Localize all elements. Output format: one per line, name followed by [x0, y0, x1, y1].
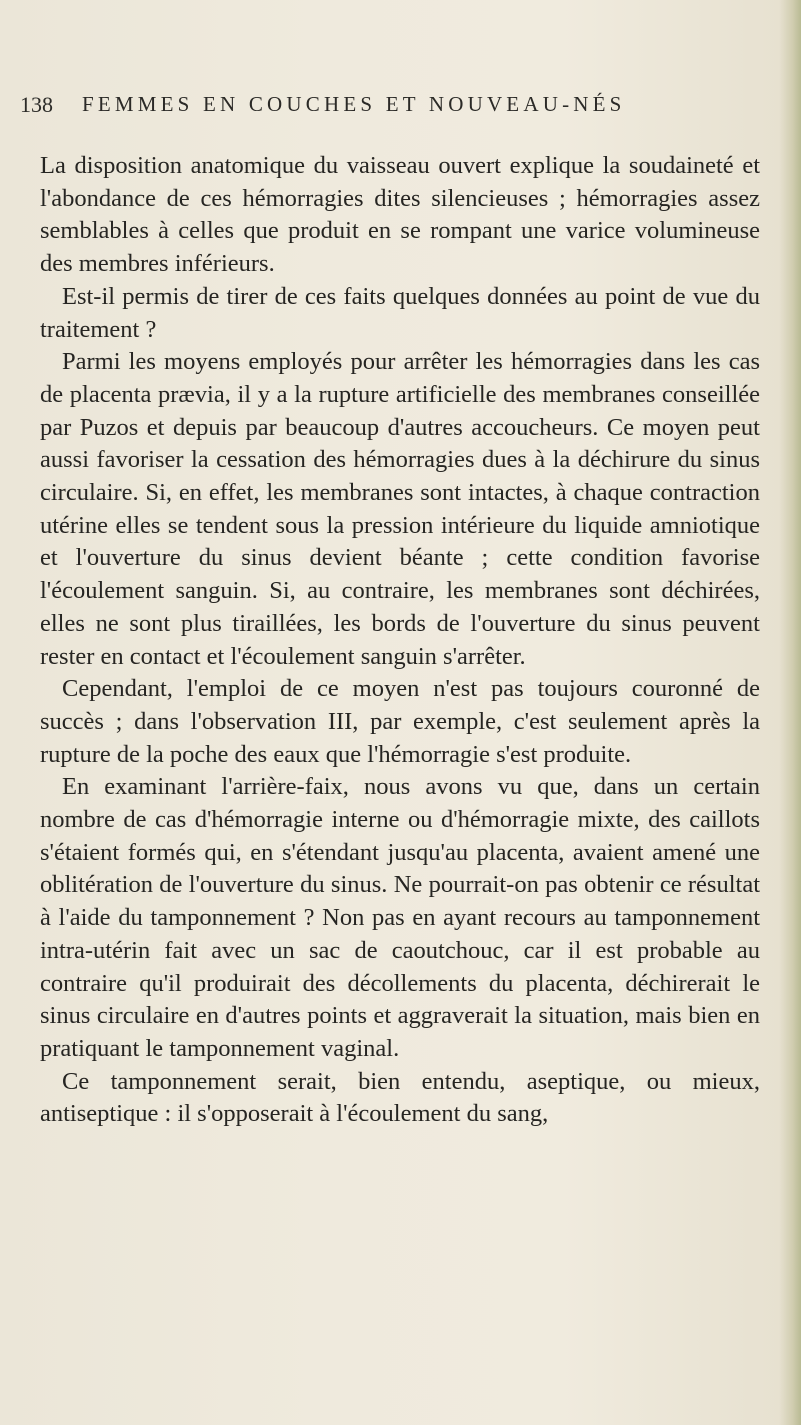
page-number: 138	[20, 92, 53, 117]
paragraph: La disposition anatomique du vaisseau ouvert explique la soudaineté et l'abondance de ces hémorragies dites silencieuses ; hémorragies assez semblables à celles que produit en se rompant une varice volumineuse des membres inférieurs.	[40, 152, 760, 278]
paragraph: Parmi les moyens employés pour arrêter les hémorragies dans les cas de placenta prævia, il y a la rupture artificielle des membranes conseillée par Puzos et depuis par beaucoup d'autres accoucheurs. Ce moyen peut aussi favoriser la cessation des hémorragies dues à la déchirure du sinus circulaire. Si, en effet, les membranes sont intactes, à chaque contraction utérine elles se tendent sous la pression intérieure du liquide amniotique et l'ouverture du sinus devient béante ; cette condition favorise l'écoulement sanguin. Si, au contraire, les membranes sont déchirées, elles ne sont plus tiraillées, les bords de l'ouverture du sinus peuvent rester en contact et l'écoulement sanguin s'arrêter.	[40, 348, 760, 670]
paragraph: En examinant l'arrière-faix, nous avons vu que, dans un certain nombre de cas d'hémorragie interne ou d'hémorragie mixte, des caillots s'étaient formés qui, en s'étendant jusqu'au placenta, avaient amené une oblitération de l'ouverture du sinus. Ne pourrait-on pas obtenir ce résultat à l'aide du tamponnement ? Non pas en ayant recours au tamponnement intra-utérin fait avec un sac de caoutchouc, car il est probable au contraire qu'il produirait des décollements du placenta, déchirerait le sinus circulaire en d'autres points et aggraverait la situation, mais bien en pratiquant le tamponnement vaginal.	[40, 773, 760, 1062]
page-header	[20, 92, 780, 132]
page-edge-shadow	[779, 0, 801, 1425]
running-head: FEMMES EN COUCHES ET NOUVEAU-NÉS	[82, 92, 626, 116]
paragraph: Cependant, l'emploi de ce moyen n'est pas toujours couronné de succès ; dans l'observation III, par exemple, c'est seulement après la rupture de la poche des eaux que l'hémorragie s'est produite.	[40, 675, 760, 768]
paragraph: Ce tamponnement serait, bien entendu, aseptique, ou mieux, antiseptique : il s'opposerait à l'écoulement du sang,	[40, 1067, 760, 1128]
paragraph: Est-il permis de tirer de ces faits quelques données au point de vue du traitement ?	[40, 282, 760, 343]
body-text	[40, 150, 760, 1131]
